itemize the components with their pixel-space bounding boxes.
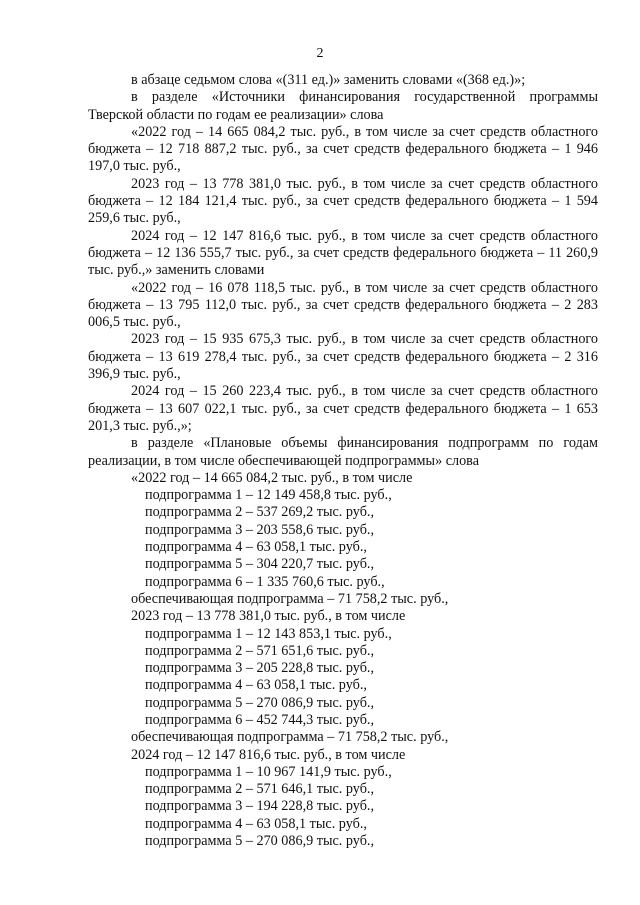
line-year-2022: «2022 год – 14 665 084,2 тыс. руб., в том числе: [131, 469, 413, 486]
line-subprogram-2-2024: подпрограмма 2 – 571 646,1 тыс. руб.,: [145, 781, 375, 798]
line-subprogram-4-2022: подпрограмма 4 – 63 058,1 тыс. руб.,: [145, 539, 367, 556]
paragraph-old-2022: «2022 год – 14 665 084,2 тыс. руб., в том числе за счет средств областного бюджета – 12 718 887,2 тыс. руб., за счет средств федерального бюджета – 1 946 197,0 тыс. руб.,: [88, 123, 598, 175]
line-supporting-subprogram-2023: обеспечивающая подпрограмма – 71 758,2 тыс. руб.,: [131, 729, 449, 746]
page-number: 2: [316, 46, 324, 61]
line-subprogram-5-2022: подпрограмма 5 – 304 220,7 тыс. руб.,: [145, 556, 375, 573]
paragraph-section-sources: в разделе «Источники финансирования государственной программы Тверской области по годам ее реализации» слова: [88, 89, 598, 123]
document-body: [88, 72, 598, 850]
paragraph-new-2023: 2023 год – 15 935 675,3 тыс. руб., в том числе за счет средств областного бюджета – 13 619 278,4 тыс. руб., за счет средств федерального бюджета – 2 316 396,9 тыс. руб.,: [88, 331, 598, 383]
paragraph-section-subprograms: в разделе «Плановые объемы финансирования подпрограмм по годам реализации, в том числе обеспечивающей подпрограммы» слова: [88, 435, 598, 469]
line-subprogram-3-2023: подпрограмма 3 – 205 228,8 тыс. руб.,: [145, 660, 375, 677]
line-subprogram-2-2022: подпрограмма 2 – 537 269,2 тыс. руб.,: [145, 504, 375, 521]
paragraph-new-2022: «2022 год – 16 078 118,5 тыс. руб., в том числе за счет средств областного бюджета – 13 795 112,0 тыс. руб., за счет средств федерального бюджета – 2 283 006,5 тыс. руб.,: [88, 279, 598, 331]
line-subprogram-6-2023: подпрограмма 6 – 452 744,3 тыс. руб.,: [145, 711, 375, 728]
line-subprogram-4-2023: подпрограмма 4 – 63 058,1 тыс. руб.,: [145, 677, 367, 694]
line-subprogram-2-2023: подпрограмма 2 – 571 651,6 тыс. руб.,: [145, 642, 375, 659]
line-subprogram-6-2022: подпрограмма 6 – 1 335 760,6 тыс. руб.,: [145, 573, 385, 590]
line-subprogram-5-2023: подпрограмма 5 – 270 086,9 тыс. руб.,: [145, 694, 375, 711]
line-year-2024: 2024 год – 12 147 816,6 тыс. руб., в том числе: [131, 746, 406, 763]
line-subprogram-1-2024: подпрограмма 1 – 10 967 141,9 тыс. руб.,: [145, 763, 392, 780]
line-subprogram-3-2022: подпрограмма 3 – 203 558,6 тыс. руб.,: [145, 521, 375, 538]
line-subprogram-1-2023: подпрограмма 1 – 12 143 853,1 тыс. руб.,: [145, 625, 392, 642]
line-supporting-subprogram-2022: обеспечивающая подпрограмма – 71 758,2 тыс. руб.,: [131, 590, 449, 607]
line-subprogram-1-2022: подпрограмма 1 – 12 149 458,8 тыс. руб.,: [145, 487, 392, 504]
paragraph-new-2024: 2024 год – 15 260 223,4 тыс. руб., в том числе за счет средств областного бюджета – 13 607 022,1 тыс. руб., за счет средств федерального бюджета – 1 653 201,3 тыс. руб.,»;: [88, 383, 598, 434]
line-subprogram-3-2024: подпрограмма 3 – 194 228,8 тыс. руб.,: [145, 798, 375, 815]
paragraph-old-2023: 2023 год – 13 778 381,0 тыс. руб., в том числе за счет средств областного бюджета – 12 184 121,4 тыс. руб., за счет средств федерального бюджета – 1 594 259,6 тыс. руб.,: [88, 175, 598, 227]
line-subprogram-4-2024: подпрограмма 4 – 63 058,1 тыс. руб.,: [145, 815, 367, 832]
paragraph-amend-1: в абзаце седьмом слова «(311 ед.)» заменить словами «(368 ед.)»;: [131, 72, 526, 88]
line-year-2023: 2023 год – 13 778 381,0 тыс. руб., в том числе: [131, 608, 406, 625]
line-subprogram-5-2024: подпрограмма 5 – 270 086,9 тыс. руб.,: [145, 833, 375, 850]
paragraph-old-2024: 2024 год – 12 147 816,6 тыс. руб., в том числе за счет средств областного бюджета – 12 136 555,7 тыс. руб., за счет средств федерального бюджета – 11 260,9 тыс. руб.,» заменить словами: [88, 227, 598, 279]
